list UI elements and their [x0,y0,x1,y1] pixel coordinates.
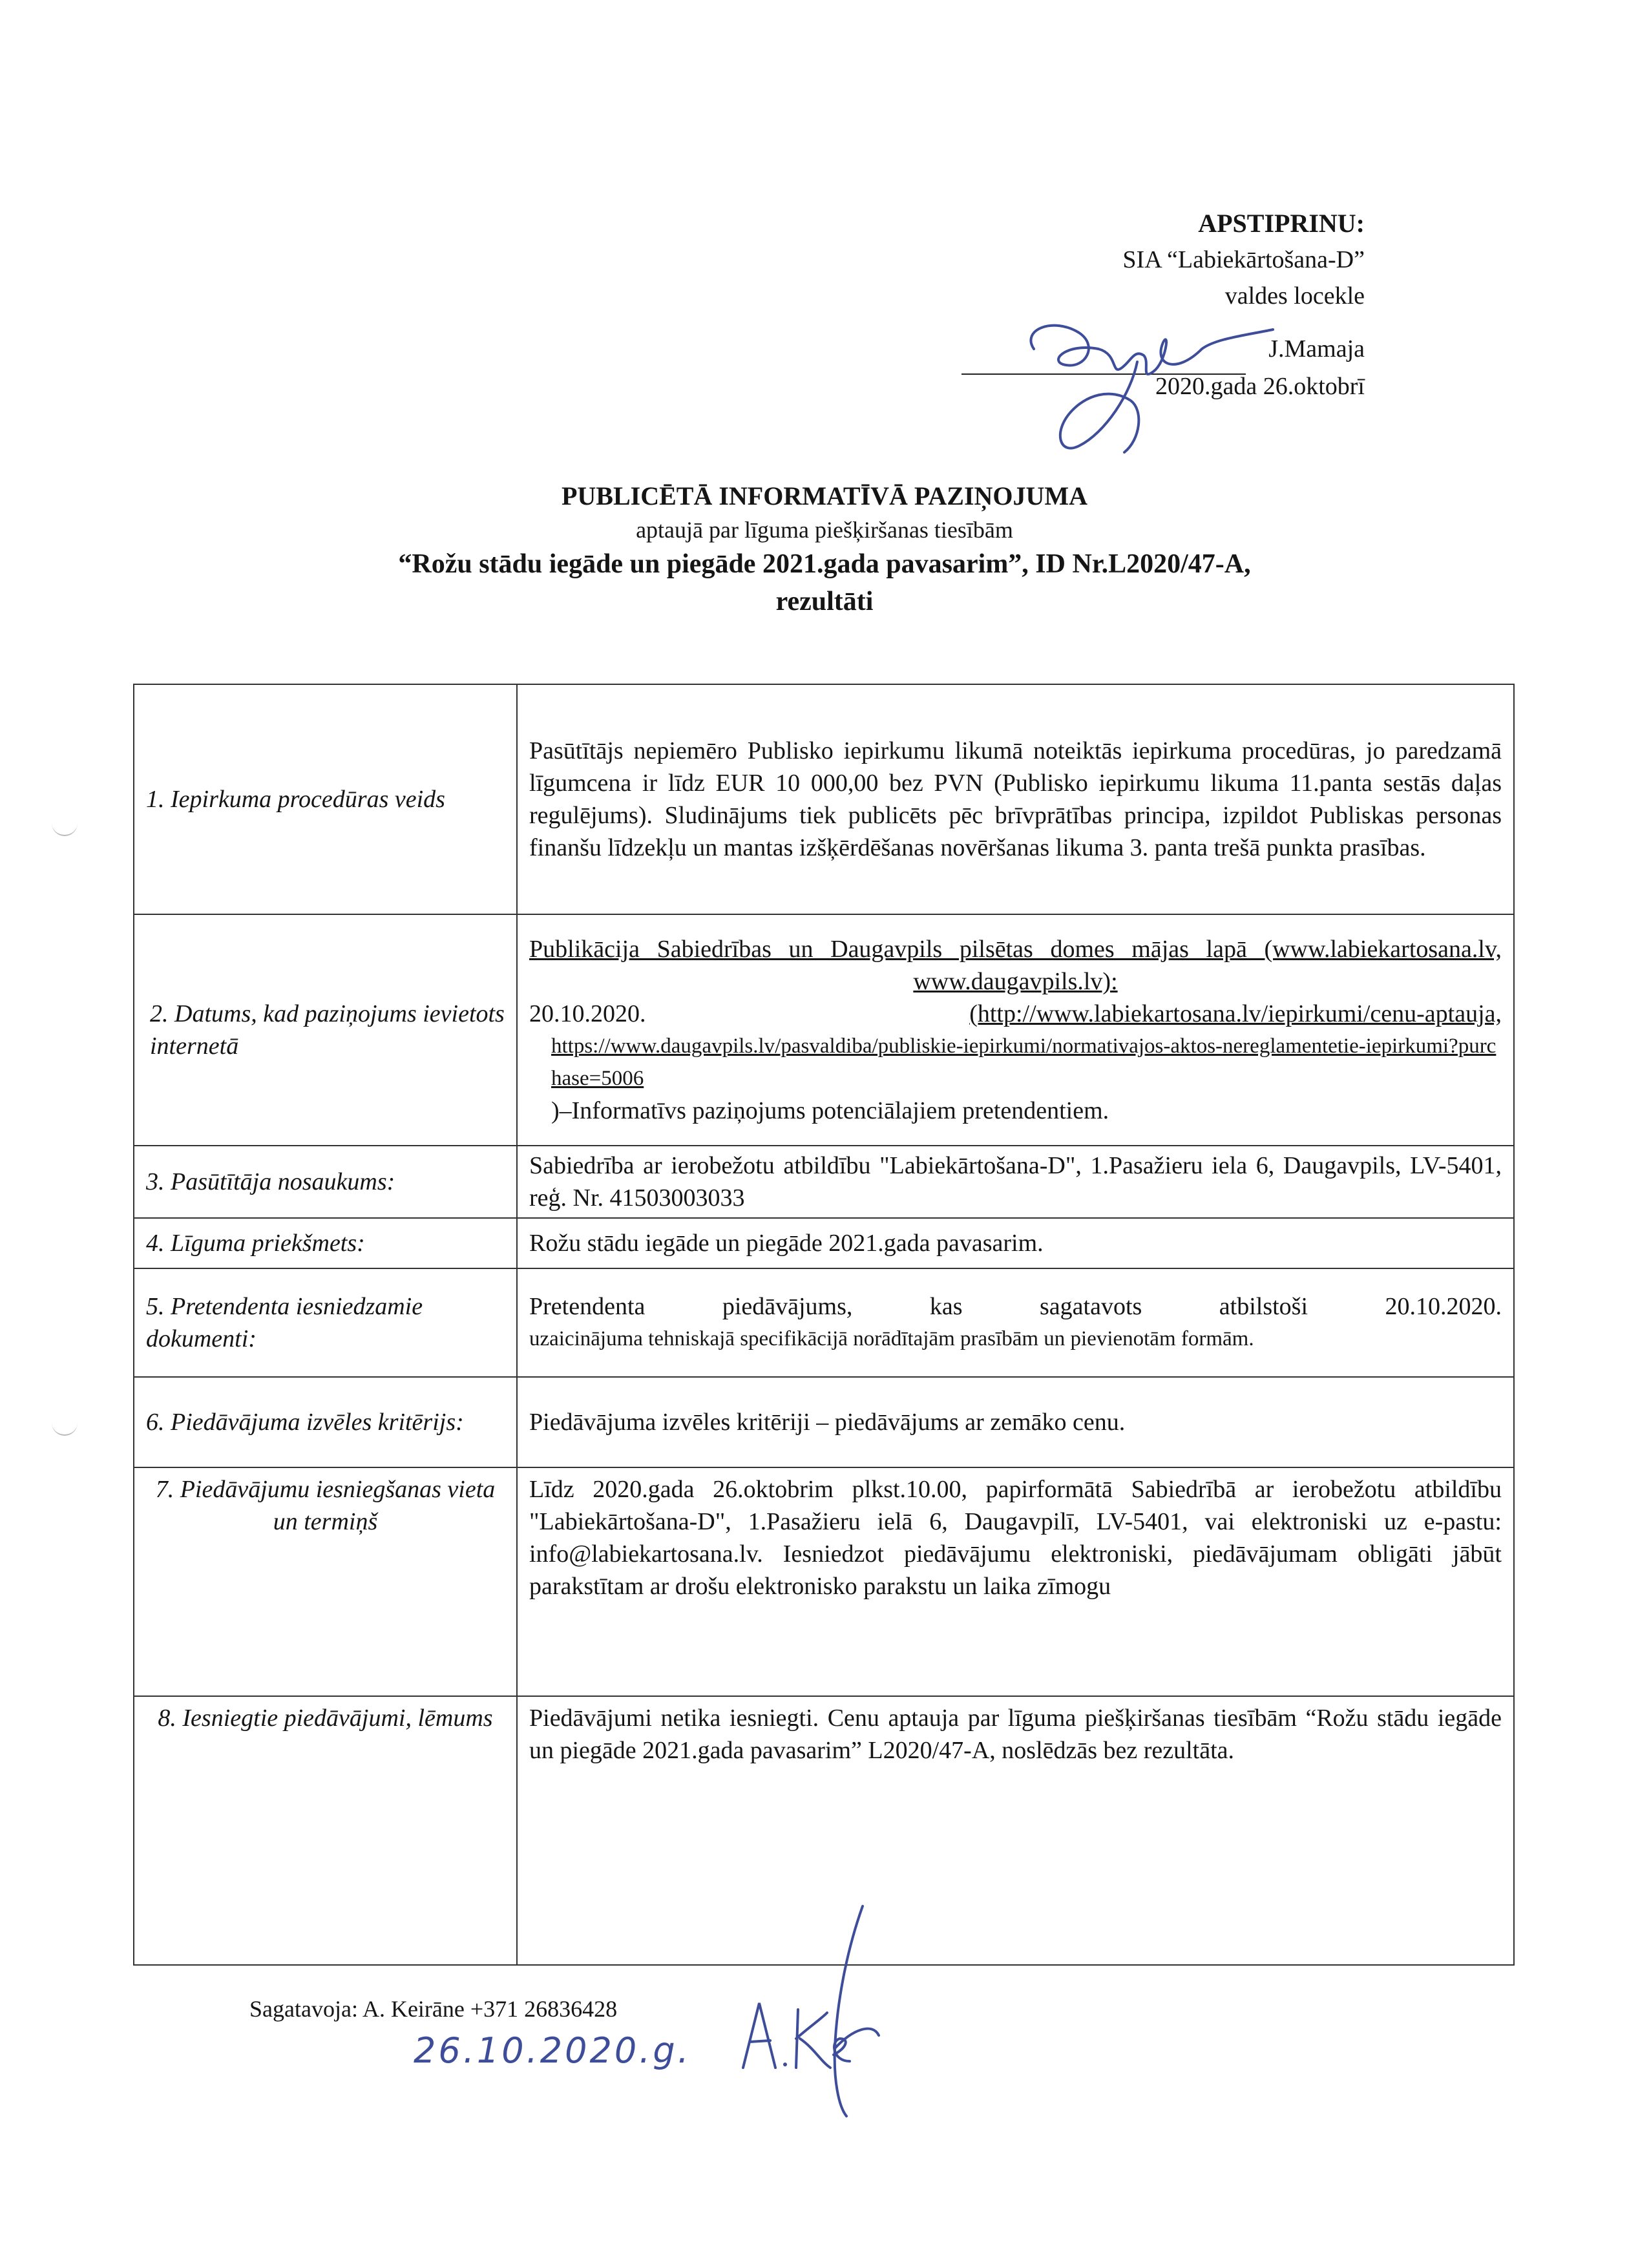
row-label: 7. Piedāvājumu iesniegšanas vieta un termiņš [134,1467,517,1696]
row-value: Pasūtītājs nepiemēro Publisko iepirkumu likumā noteiktās iepirkuma procedūras, jo paredzamā līgumcena ir līdz EUR 10 000,00 bez PVN (Publisko iepirkumu likuma 11.panta sestās daļas regulējums). Sludinājums tiek publicēts pēc brīvprātības principa, izpildot Publiskas personas finanšu līdzekļu un mantas izšķērdēšanas novēršanas likuma 3. panta trešā punkta prasības. [517,684,1514,914]
link-labiekartosana[interactable]: (http://www.labiekartosana.lv/iepirkumi/cenu-aptauja, [969,1000,1502,1027]
approval-position: valdes locekle [1224,282,1365,310]
title-line-2: aptaujā par līguma piešķiršanas tiesībām [636,517,1013,543]
table-row [134,684,1514,914]
table-row [134,914,1514,1146]
row-value: Līdz 2020.gada 26.oktobrim plkst.10.00, papirformātā Sabiedrībā ar ierobežotu atbildību "Labiekārtošana-D", 1.Pasažieru ielā 6, Daugavpilī, LV-5401, vai elektroniski uz e-pastu: info@labiekartosana.lv. Iesniedzot piedāvājumu elektroniski, piedāvājumam obligāti jābūt parakstītam ar drošu elektronisko parakstu un laika zīmogu [517,1467,1514,1696]
prepared-by: Sagatavoja: A. Keirāne +371 26836428 [249,1996,618,2022]
title-line-3: “Rožu stādu iegāde un piegāde 2021.gada pavasarim”, ID Nr.L2020/47-A, [398,549,1251,579]
approval-organization: SIA “Labiekārtošana-D” [1122,246,1365,273]
scan-mark [52,815,78,836]
row-value [517,914,1514,1146]
row-label: 8. Iesniegtie piedāvājumi, lēmums [134,1696,517,1965]
title-line-1: PUBLICĒTĀ INFORMATĪVĀ PAZIŅOJUMA [561,481,1088,510]
row-label: 6. Piedāvājuma izvēles kritērijs: [134,1377,517,1467]
table-row [134,1696,1514,1965]
row-label: 3. Pasūtītāja nosaukums: [134,1146,517,1218]
row-label: 4. Līguma priekšmets: [134,1218,517,1268]
title-line-4: rezultāti [775,587,874,616]
table-row [134,1218,1514,1268]
publication-text: Publikācija Sabiedrības un Daugavpils pilsētas domes mājas lapā (www.labiekartosana.lv, www.daugavpils.lv): [529,936,1502,995]
approver-name: J.Mamaja [1268,335,1365,362]
approval-heading: APSTIPRINU: [1198,209,1365,238]
scan-mark [52,1415,78,1436]
row-value: Piedāvājumi netika iesniegti. Cenu aptauja par līguma piešķiršanas tiesībām “Rožu stādu iegāde un piegāde 2021.gada pavasarim” L2020/47-A, noslēdzās bez rezultāta. [517,1696,1514,1965]
row-value: Sabiedrība ar ierobežotu atbildību "Labiekārtošana-D", 1.Pasažieru iela 6, Daugavpils, LV-5401, reģ. Nr. 41503003033 [517,1146,1514,1218]
row-value [517,1268,1514,1377]
table-row [134,1146,1514,1218]
publication-tail: )–Informatīvs paziņojums potenciālajiem pretendentiem. [551,1097,1109,1124]
table-row [134,1268,1514,1377]
row-value: Piedāvājuma izvēles kritēriji – piedāvājums ar zemāko cenu. [517,1377,1514,1467]
approval-date: 2020.gada 26.oktobrī [1155,373,1365,400]
documents-text-a: Pretendenta piedāvājums, kas sagatavots atbilstoši 20.10.2020. [529,1293,1502,1320]
table-row [134,1467,1514,1696]
row-label: 5. Pretendenta iesniedzamie dokumenti: [134,1268,517,1377]
row-label: 1. Iepirkuma procedūras veids [134,684,517,914]
publication-date: 20.10.2020. [529,1000,646,1027]
handwritten-date: 26.10.2020.g. [414,2030,691,2071]
info-table [133,684,1515,1966]
row-value: Rožu stādu iegāde un piegāde 2021.gada pavasarim. [517,1218,1514,1268]
row-label: 2. Datums, kad paziņojums ievietots internetā [134,914,517,1146]
table-row [134,1377,1514,1467]
link-daugavpils[interactable]: https://www.daugavpils.lv/pasvaldiba/publiskie-iepirkumi/normativajos-aktos-nereglamentetie-iepirkumi?purchase=5006 [551,1034,1497,1090]
documents-text-b: uzaicinājuma tehniskajā specifikācijā norādītajām prasībām un pievienotām formām. [529,1327,1254,1350]
document-title [0,478,1649,620]
approval-block [1122,205,1365,314]
